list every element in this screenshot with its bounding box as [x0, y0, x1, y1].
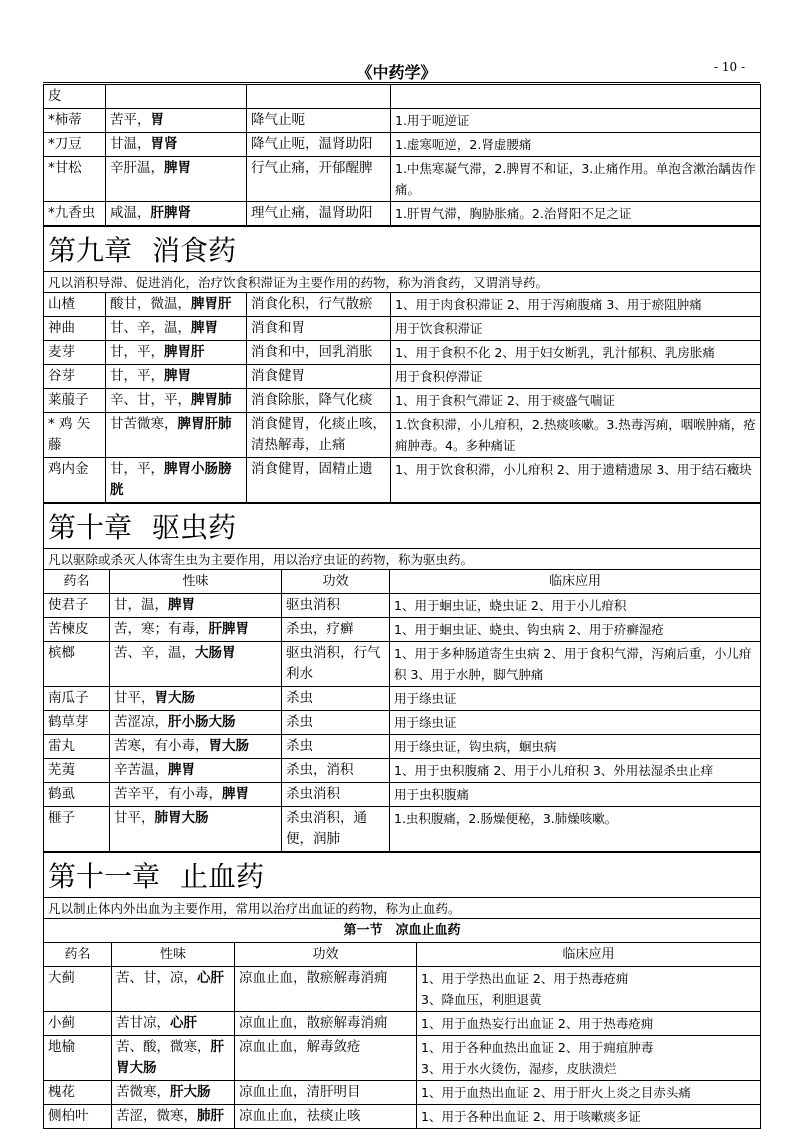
chapter-intro: 凡以制止体内外出血为主要作用，常用以治疗出血证的药物，称为止血药。 — [44, 898, 761, 919]
drug-use: 1.饮食积滞，小儿疳积，2.热痰咳嗽。3.热毒泻痢，咽喉肿痛，疮痈肿毒。4。多种痛证 — [391, 413, 761, 458]
table-row — [44, 458, 761, 503]
drug-name: 雷丸 — [44, 735, 110, 759]
drug-nature — [110, 594, 282, 618]
drug-name: 苦楝皮 — [44, 618, 110, 642]
nature-text: 甘平， — [114, 690, 155, 706]
table-row — [44, 1036, 761, 1081]
drug-effect: 凉血止血，解毒敛疮 — [235, 1036, 417, 1081]
table-row — [44, 202, 761, 226]
table-row — [44, 133, 761, 157]
chapter-intro: 凡以驱除或杀灭人体寄生虫为主要作用，用以治疗虫证的药物，称为驱虫药。 — [44, 549, 761, 570]
drug-use: 1、用于食积不化 2、用于妇女断乳，乳汁郁积、乳房胀痛 — [391, 341, 761, 365]
drug-nature — [106, 365, 247, 389]
drug-use: 用于绦虫证，钩虫病，蛔虫病 — [390, 735, 761, 759]
chapter-heading — [44, 227, 761, 272]
nature-text: 甘，平， — [110, 368, 164, 384]
meridian-text: 肺胃大肠 — [154, 810, 209, 826]
chapter-title: 消食药 — [152, 234, 237, 267]
meridian-text: 心肝 — [197, 970, 224, 986]
table-row — [44, 413, 761, 458]
table-row — [44, 594, 761, 618]
drug-use — [417, 1036, 761, 1081]
document-title: 《中药学》 — [356, 63, 437, 82]
table-row — [44, 711, 761, 735]
table-row — [44, 389, 761, 413]
drug-use-line: 1、用于血热妄行出血证 2、用于热毒疮痈 — [421, 1016, 654, 1031]
drug-use: 用于食积停滞证 — [391, 365, 761, 389]
drug-use — [417, 1012, 761, 1036]
drug-use: 用于虫积腹痛 — [390, 783, 761, 807]
drug-nature — [110, 642, 282, 687]
drug-effect: 消食健胃，化痰止咳，清热解毒，止痛 — [247, 413, 391, 458]
drug-effect — [247, 85, 391, 109]
table-row — [44, 365, 761, 389]
header-use: 临床应用 — [417, 943, 761, 967]
drug-effect: 杀虫消积 — [282, 783, 390, 807]
meridian-text: 脾胃 — [168, 762, 195, 778]
drug-nature — [106, 413, 247, 458]
meridian-text: 胃肾 — [150, 136, 178, 152]
table-row — [44, 642, 761, 687]
header-taste: 性味 — [110, 570, 282, 594]
table-row — [44, 293, 761, 317]
drug-nature — [106, 202, 247, 226]
drug-nature — [112, 1081, 235, 1105]
drug-use: 1、用于饮食积滞，小儿疳积 2、用于遗精遗尿 3、用于结石癥块 — [391, 458, 761, 503]
table-row — [44, 759, 761, 783]
drug-use: 用于绦虫证 — [390, 687, 761, 711]
drug-use: 1.用于呃逆证 — [391, 109, 761, 133]
table-header-row — [44, 943, 761, 967]
drug-use: 1、用于虫积腹痛 2、用于小儿疳积 3、外用祛湿杀虫止痒 — [390, 759, 761, 783]
document-body — [43, 84, 760, 1129]
chapter-title: 驱虫药 — [152, 511, 237, 544]
drug-effect: 消食健胃，固精止遗 — [247, 458, 391, 503]
drug-effect: 消食和胃 — [247, 317, 391, 341]
drug-nature — [106, 157, 247, 202]
nature-text: 苦寒，有小毒， — [114, 738, 209, 754]
nature-text: 苦、辛，温， — [114, 645, 195, 661]
drug-name: *柿蒂 — [44, 109, 106, 133]
drug-nature — [112, 967, 235, 1012]
drug-use — [391, 85, 761, 109]
drug-nature — [112, 1105, 235, 1129]
chapter-intro: 凡以消积导滞、促进消化，治疗饮食积滞证为主要作用的药物，称为消食药，又谓消导药。 — [44, 272, 761, 293]
drug-effect: 杀虫 — [282, 687, 390, 711]
drug-name: 鸡内金 — [44, 458, 106, 503]
drug-effect: 杀虫，疗癣 — [282, 618, 390, 642]
meridian-text: 脾胃 — [222, 786, 249, 802]
nature-text: 酸甘，微温， — [110, 296, 191, 312]
header-name: 药名 — [44, 570, 110, 594]
drug-use-line: 3、用于水火烫伤，湿疹，皮肤溃烂 — [421, 1061, 617, 1076]
drug-name: 鹤虱 — [44, 783, 110, 807]
drug-nature — [106, 317, 247, 341]
nature-text: 咸温， — [110, 205, 151, 221]
drug-effect: 消食健胃 — [247, 365, 391, 389]
header-effect: 功效 — [282, 570, 390, 594]
header-effect: 功效 — [235, 943, 417, 967]
continued-table — [43, 84, 761, 226]
drug-name: 侧柏叶 — [44, 1105, 112, 1129]
drug-name: 山楂 — [44, 293, 106, 317]
drug-name: 大蓟 — [44, 967, 112, 1012]
nature-text: 甘温， — [110, 136, 151, 152]
drug-effect: 杀虫消积，通便，润肺 — [282, 807, 390, 852]
drug-effect: 杀虫 — [282, 735, 390, 759]
meridian-text: 脾胃 — [191, 320, 218, 336]
drug-effect: 驱虫消积 — [282, 594, 390, 618]
drug-effect: 凉血止血，祛痰止咳 — [235, 1105, 417, 1129]
nature-text: 甘，平， — [110, 344, 164, 360]
chapter-title: 止血药 — [180, 860, 265, 893]
drug-name: 芜荑 — [44, 759, 110, 783]
drug-effect: 凉血止血，散瘀解毒消痈 — [235, 1012, 417, 1036]
meridian-text: 肺肝 — [197, 1108, 224, 1124]
meridian-text: 肝脾肾 — [150, 205, 191, 221]
drug-effect: 消食化积，行气散瘀 — [247, 293, 391, 317]
meridian-text: 心肝 — [170, 1015, 197, 1031]
table-row — [44, 618, 761, 642]
drug-name: 小蓟 — [44, 1012, 112, 1036]
nature-text: 苦，寒；有毒， — [114, 621, 209, 637]
section-heading: 第一节 凉血止血药 — [44, 919, 761, 943]
chapter-heading — [44, 504, 761, 549]
drug-use: 1.虚寒呃逆，2.肾虚腰痛 — [391, 133, 761, 157]
drug-use: 1、用于食积气滞证 2、用于痰盛气喘证 — [391, 389, 761, 413]
drug-name: 槟榔 — [44, 642, 110, 687]
drug-effect: 降气止呃 — [247, 109, 391, 133]
drug-name: 槐花 — [44, 1081, 112, 1105]
nature-text: 苦平， — [110, 112, 151, 128]
drug-use — [417, 967, 761, 1012]
table-row — [44, 1081, 761, 1105]
drug-name: 榧子 — [44, 807, 110, 852]
drug-use-line: 1、用于血热出血证 2、用于肝火上炎之目赤头痛 — [421, 1085, 691, 1100]
meridian-text: 脾胃小肠膀胱 — [110, 461, 232, 498]
table-row — [44, 1105, 761, 1129]
drug-nature — [106, 341, 247, 365]
drug-nature — [110, 807, 282, 852]
meridian-text: 大肠胃 — [195, 645, 236, 661]
meridian-text: 脾胃 — [164, 368, 191, 384]
drug-use: 1、用于蛔虫证、蛲虫、钩虫病 2、用于疥癣湿疮 — [390, 618, 761, 642]
chapter-11-table — [43, 852, 761, 1129]
page-number: - 10 - — [714, 60, 746, 74]
table-row — [44, 109, 761, 133]
drug-name: 地榆 — [44, 1036, 112, 1081]
table-row — [44, 783, 761, 807]
drug-nature — [110, 759, 282, 783]
chapter-heading — [44, 853, 761, 898]
drug-use: 1.中焦寒凝气滞，2.脾胃不和证，3.止痛作用。单泡含漱治龋齿作痛。 — [391, 157, 761, 202]
table-row — [44, 735, 761, 759]
header-rule — [43, 82, 760, 83]
drug-name: *刀豆 — [44, 133, 106, 157]
table-row — [44, 1012, 761, 1036]
nature-text: 辛肝温， — [110, 160, 164, 176]
drug-use — [417, 1081, 761, 1105]
drug-nature — [110, 618, 282, 642]
chapter-number: 第十一章 — [48, 860, 161, 893]
nature-text: 甘，平， — [110, 461, 164, 477]
drug-nature — [110, 783, 282, 807]
meridian-text: 脾胃肝 — [164, 344, 205, 360]
drug-nature — [106, 293, 247, 317]
meridian-text: 胃大肠 — [208, 738, 249, 754]
header-use: 临床应用 — [390, 570, 761, 594]
chapter-number: 第十章 — [48, 511, 133, 544]
drug-effect: 杀虫 — [282, 711, 390, 735]
meridian-text: 脾胃肝肺 — [177, 416, 232, 432]
meridian-text: 脾胃肺 — [191, 392, 232, 408]
drug-use: 1.虫积腹痛，2.肠燥便秘，3.肺燥咳嗽。 — [390, 807, 761, 852]
header-taste: 性味 — [112, 943, 235, 967]
drug-use: 1.肝胃气滞，胸胁胀痛。2.治肾阳不足之证 — [391, 202, 761, 226]
chapter-number: 第九章 — [48, 234, 133, 267]
drug-effect: 驱虫消积，行气利水 — [282, 642, 390, 687]
table-row — [44, 341, 761, 365]
drug-effect: 凉血止血，散瘀解毒消痈 — [235, 967, 417, 1012]
table-row — [44, 317, 761, 341]
drug-nature — [110, 735, 282, 759]
meridian-text: 肝小肠大肠 — [168, 714, 236, 730]
drug-effect: 凉血止血，清肝明目 — [235, 1081, 417, 1105]
nature-text: 苦、酸，微寒， — [116, 1039, 211, 1055]
meridian-text: 肝胃大肠 — [116, 1039, 224, 1076]
drug-name: *九香虫 — [44, 202, 106, 226]
chapter-10-table — [43, 503, 761, 852]
nature-text: 甘，温， — [114, 597, 168, 613]
nature-text: 甘平， — [114, 810, 155, 826]
drug-nature — [106, 389, 247, 413]
drug-use-line: 1、用于学热出血证 2、用于热毒疮痈 — [421, 971, 629, 986]
drug-use-line: 3、降血压，利胆退黄 — [421, 992, 542, 1007]
table-row — [44, 157, 761, 202]
drug-nature — [106, 133, 247, 157]
drug-use-line: 1、用于各种血热出血证 2、用于痈疽肿毒 — [421, 1040, 654, 1055]
drug-name: 使君子 — [44, 594, 110, 618]
drug-effect: 杀虫，消积 — [282, 759, 390, 783]
nature-text: 苦、甘，凉， — [116, 970, 197, 986]
nature-text: 苦涩凉， — [114, 714, 168, 730]
drug-name: 神曲 — [44, 317, 106, 341]
drug-nature — [112, 1036, 235, 1081]
nature-text: 苦辛平，有小毒， — [114, 786, 222, 802]
drug-use: 1、用于多种肠道寄生虫病 2、用于食积气滞，泻痢后重，小儿疳积 3、用于水肿，脚气肿痛 — [390, 642, 761, 687]
drug-name: 莱菔子 — [44, 389, 106, 413]
drug-name: 皮 — [44, 85, 106, 109]
header-name: 药名 — [44, 943, 112, 967]
chapter-9-table — [43, 226, 761, 503]
drug-effect: 降气止呃，温肾助阳 — [247, 133, 391, 157]
meridian-text: 肝脾胃 — [208, 621, 249, 637]
nature-text: 甘苦微寒， — [110, 416, 178, 432]
nature-text: 苦微寒， — [116, 1084, 170, 1100]
drug-nature — [110, 687, 282, 711]
drug-name: 鹤草芽 — [44, 711, 110, 735]
drug-nature — [106, 458, 247, 503]
meridian-text: 肝大肠 — [170, 1084, 211, 1100]
nature-text: 辛苦温， — [114, 762, 168, 778]
drug-name: 谷芽 — [44, 365, 106, 389]
drug-effect: 行气止痛，开郁醒脾 — [247, 157, 391, 202]
drug-nature — [112, 1012, 235, 1036]
drug-name: * 鸡 矢 藤 — [44, 413, 106, 458]
drug-nature — [110, 711, 282, 735]
nature-text: 辛、甘，平， — [110, 392, 191, 408]
drug-name: 南瓜子 — [44, 687, 110, 711]
drug-nature — [106, 85, 247, 109]
drug-nature — [106, 109, 247, 133]
table-row — [44, 967, 761, 1012]
nature-text: 甘、辛，温， — [110, 320, 191, 336]
meridian-text: 胃大肠 — [154, 690, 195, 706]
table-row — [44, 807, 761, 852]
nature-text: 苦甘凉， — [116, 1015, 170, 1031]
drug-effect: 理气止痛，温肾助阳 — [247, 202, 391, 226]
drug-effect: 消食除胀，降气化痰 — [247, 389, 391, 413]
drug-use: 1、用于肉食积滞证 2、用于泻痢腹痛 3、用于瘀阻肿痛 — [391, 293, 761, 317]
meridian-text: 脾胃 — [168, 597, 195, 613]
meridian-text: 脾胃 — [164, 160, 191, 176]
table-header-row — [44, 570, 761, 594]
meridian-text: 脾胃肝 — [191, 296, 232, 312]
meridian-text: 胃 — [150, 112, 164, 128]
drug-effect: 消食和中，回乳消胀 — [247, 341, 391, 365]
drug-use: 用于绦虫证 — [390, 711, 761, 735]
drug-name: *甘松 — [44, 157, 106, 202]
drug-use: 用于饮食积滞证 — [391, 317, 761, 341]
drug-use-line: 1、用于各种出血证 2、用于咳嗽痰多证 — [421, 1109, 641, 1124]
table-row — [44, 85, 761, 109]
drug-name: 麦芽 — [44, 341, 106, 365]
drug-use: 1、用于蛔虫证，蛲虫证 2、用于小儿疳积 — [390, 594, 761, 618]
drug-use — [417, 1105, 761, 1129]
table-row — [44, 687, 761, 711]
nature-text: 苦涩，微寒， — [116, 1108, 197, 1124]
